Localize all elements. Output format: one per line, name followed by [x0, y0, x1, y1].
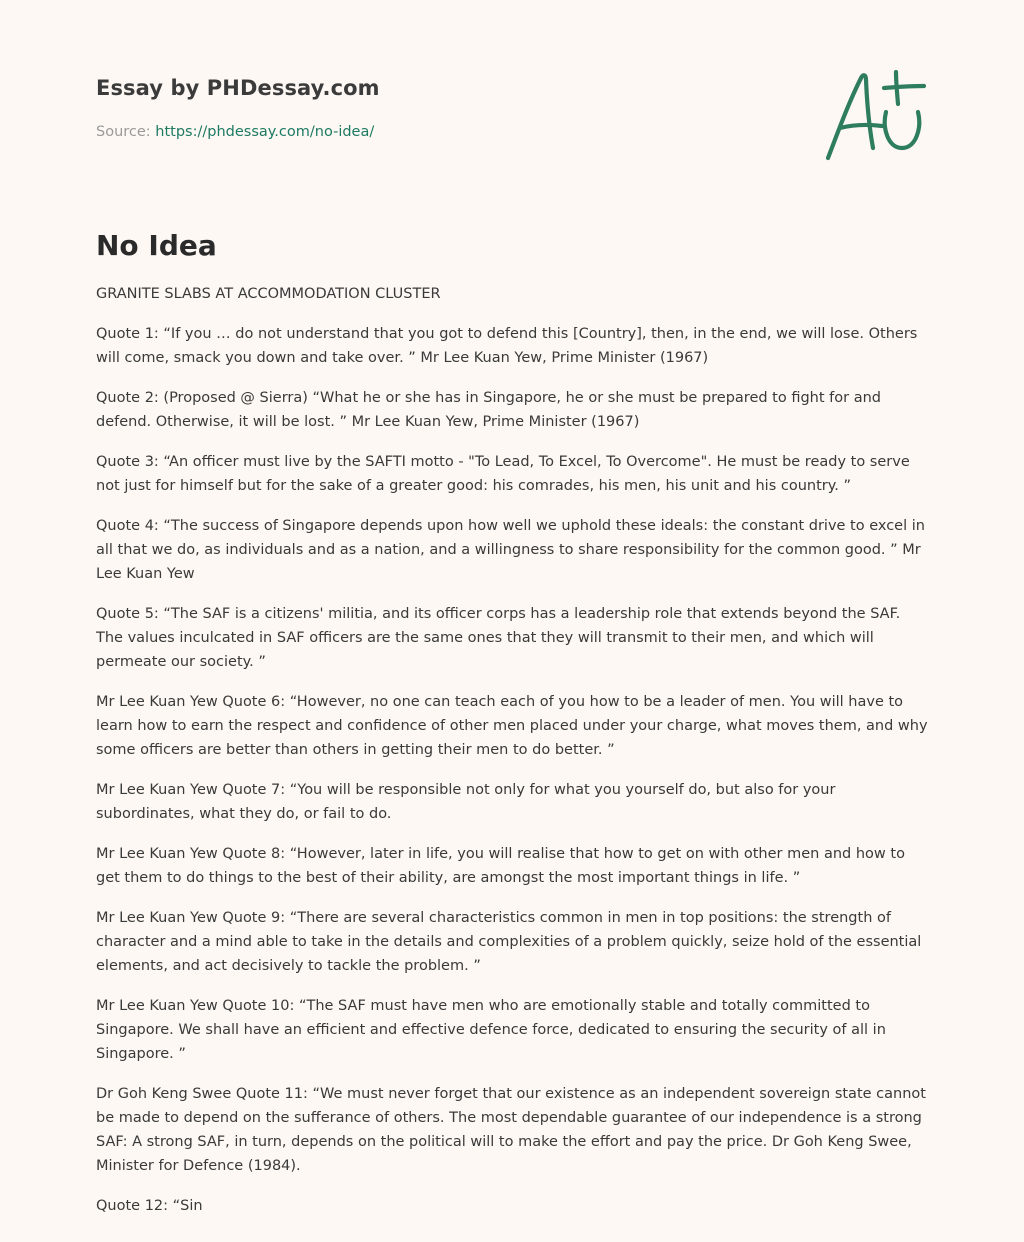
a-plus-logo-icon [824, 68, 928, 164]
paragraph: Quote 4: “The success of Singapore depends upon how well we uphold these ideals: the constant drive to excel in all that we do, as individuals and as a nation, and a willingness to share responsibility for the common good. ” Mr Lee Kuan Yew [96, 518, 925, 582]
paragraph: Quote 12: “Sin [96, 1198, 203, 1214]
paragraph: Quote 5: “The SAF is a citizens' militia, and its officer corps has a leadership role that extends beyond the SAF. The values inculcated in SAF officers are the same ones that they will transmit to their men, and which will permeate our society. ” [96, 606, 901, 670]
paragraph: Mr Lee Kuan Yew Quote 10: “The SAF must have men who are emotionally stable and totally committed to Singapore. We shall have an efficient and effective defence force, dedicated to ensuring the security of all in Singapore. ” [96, 998, 886, 1062]
paragraph: Mr Lee Kuan Yew Quote 6: “However, no one can teach each of you how to be a leader of men. You will have to learn how to earn the respect and confidence of other men placed under your charge, what moves them, and why some officers are better than others in getting their men to do better. ” [96, 694, 928, 758]
paragraph: Quote 3: “An officer must live by the SAFTI motto - "To Lead, To Excel, To Overcome". He must be ready to serve not just for himself but for the sake of a greater good: his comrades, his men, his unit and his country. ” [96, 454, 910, 494]
page-header [96, 0, 928, 190]
document-subheading: GRANITE SLABS AT ACCOMMODATION CLUSTER [96, 286, 441, 302]
paragraph: Dr Goh Keng Swee Quote 11: “We must never forget that our existence as an independent sovereign state cannot be made to depend on the sufferance of others. The most dependable guarantee of our independence is a strong SAF: A strong SAF, in turn, depends on the political will to make the effort and pay the price. Dr Goh Keng Swee, Minister for Defence (1984). [96, 1086, 926, 1174]
document-title: No Idea [96, 229, 217, 262]
source-line [96, 124, 374, 140]
paragraph: Mr Lee Kuan Yew Quote 9: “There are several characteristics common in men in top positions: the strength of character and a mind able to take in the details and complexities of a problem quickly, seize hold of the essential elements, and act decisively to tackle the problem. ” [96, 910, 922, 974]
paragraph: Quote 2: (Proposed @ Sierra) “What he or she has in Singapore, he or she must be prepared to fight for and defend. Otherwise, it will be lost. ” Mr Lee Kuan Yew, Prime Minister (1967) [96, 390, 881, 430]
source-label: Source: [96, 124, 151, 140]
paragraph: Mr Lee Kuan Yew Quote 7: “You will be responsible not only for what you yourself do, but also for your subordinates, what they do, or fail to do. [96, 782, 836, 822]
site-title: Essay by PHDessay.com [96, 76, 380, 100]
paragraph: Quote 1: “If you … do not understand that you got to defend this [Country], then, in the end, we will lose. Others will come, smack you down and take over. ” Mr Lee Kuan Yew, Prime Minister (1967) [96, 326, 918, 366]
source-link[interactable]: https://phdessay.com/no-idea/ [155, 124, 375, 140]
paragraph: Mr Lee Kuan Yew Quote 8: “However, later in life, you will realise that how to get on with other men and how to get them to do things to the best of their ability, are amongst the most important things in life. ” [96, 846, 905, 886]
